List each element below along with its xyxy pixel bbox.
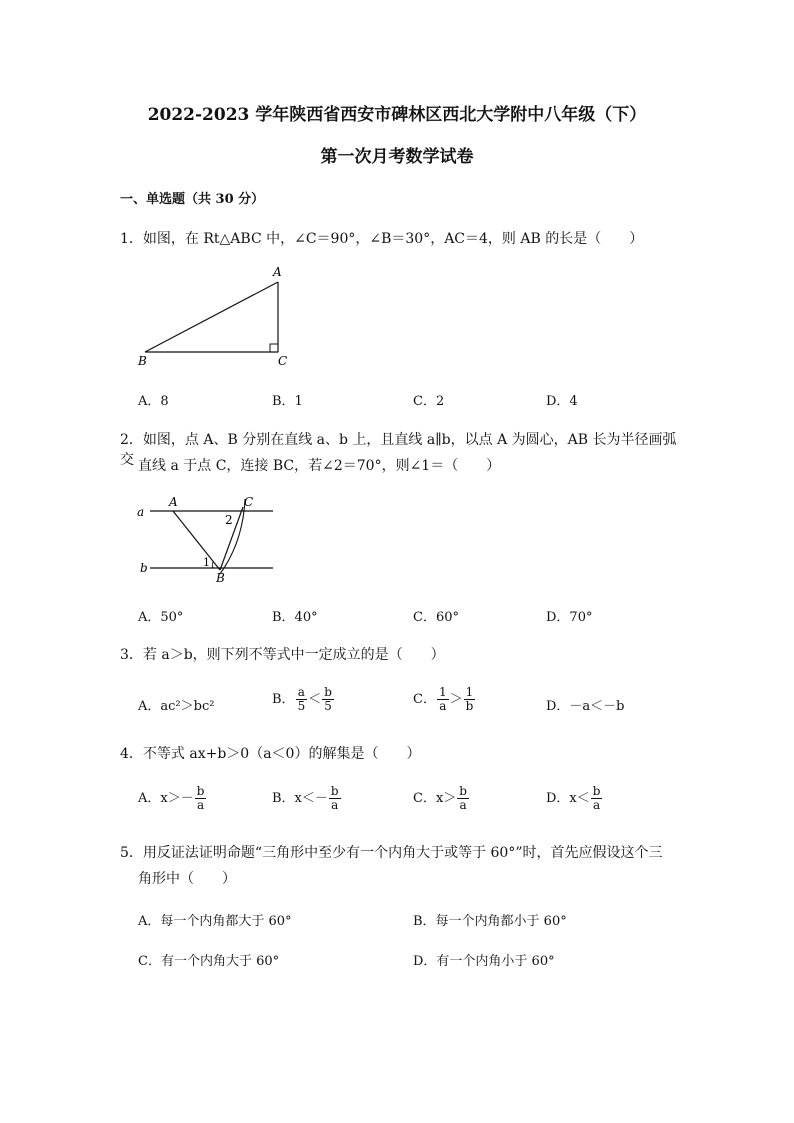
fraction-denominator: a	[331, 798, 339, 812]
q4-option-d-prefix: D．x＜	[546, 791, 590, 806]
fraction-denominator: a	[459, 798, 467, 812]
right-angle-mark	[270, 344, 278, 352]
angle-label-1: 1	[203, 556, 210, 569]
vertex-label-a: A	[273, 265, 282, 279]
q4-option-b[interactable]	[272, 785, 342, 812]
question-5-text-line2: 角形中（ ）	[138, 871, 236, 887]
q1-option-b[interactable]: B．1	[272, 394, 303, 409]
q5-option-b[interactable]: B．每一个内角都小于 60°	[413, 914, 567, 929]
vertex-label-b: B	[138, 354, 147, 368]
fraction-denominator: a	[439, 699, 447, 713]
question-2-text-line2: 直线 a 于点 C，连接 BC，若∠2＝70°，则∠1＝（ ）	[138, 458, 501, 474]
q3-option-b[interactable]	[272, 686, 335, 713]
point-label-c: C	[244, 495, 254, 509]
question-4-text: 4．不等式 ax+b＞0（a＜0）的解集是（ ）	[120, 746, 421, 762]
fraction-denominator: a	[593, 798, 601, 812]
fraction-a-over-5	[296, 686, 308, 713]
question-2-text-line1: 2．如图，点 A、B 分别在直线 a、b 上，且直线 a∥b，以点 A 为圆心，AB 长为半径画弧交	[120, 432, 677, 468]
q3-option-a[interactable]: A．ac²＞bc²	[138, 699, 215, 714]
fraction-numerator: b	[592, 784, 601, 798]
fraction-denominator: a	[197, 798, 205, 812]
fraction-numerator: b	[459, 784, 467, 798]
fraction-b-over-a	[591, 785, 603, 812]
q3-option-c[interactable]	[413, 686, 476, 713]
segment-ab	[173, 511, 220, 570]
q1-option-d[interactable]: D．4	[546, 394, 578, 409]
question-5-text-line1: 5．用反证法证明命题“三角形中至少有一个内角大于或等于 60°”时，首先应假设这个三	[120, 845, 663, 861]
less-than-sign: ＜	[308, 692, 322, 707]
line-label-a: a	[137, 505, 145, 519]
exam-title-line1: 2022-2023 学年陕西省西安市碑林区西北大学附中八年级（下）	[147, 105, 647, 125]
q5-option-c[interactable]: C．有一个内角大于 60°	[138, 954, 280, 969]
q4-option-a-prefix: A．x＞－	[138, 791, 194, 806]
fraction-numerator: a	[296, 686, 308, 700]
q1-option-a[interactable]: A．8	[138, 394, 169, 409]
point-label-b: B	[216, 571, 225, 584]
vertex-label-c: C	[278, 354, 288, 368]
question-1-text: 1．如图，在 Rt△ABC 中，∠C＝90°，∠B＝30°，AC＝4，则 AB 的长是（ ）	[120, 231, 644, 247]
fraction-1-over-b	[464, 686, 476, 713]
q3-option-c-prefix: C．	[413, 692, 436, 707]
q2-option-d[interactable]: D．70°	[546, 610, 593, 625]
question-1-figure	[130, 262, 300, 370]
fraction-numerator: b	[196, 784, 205, 798]
fraction-b-over-5	[322, 686, 334, 713]
fraction-denominator: 5	[324, 699, 332, 713]
fraction-b-over-a	[195, 785, 207, 812]
fraction-numerator: b	[324, 685, 332, 699]
q2-option-b[interactable]: B．40°	[272, 610, 318, 625]
section-heading: 一、单选题（共 30 分）	[120, 192, 265, 207]
fraction-denominator: b	[465, 699, 474, 713]
q1-option-c[interactable]: C．2	[413, 394, 445, 409]
q4-option-b-prefix: B．x＜－	[272, 791, 328, 806]
q3-option-d[interactable]: D．－a＜－b	[546, 699, 625, 714]
q5-option-a[interactable]: A．每一个内角都大于 60°	[138, 914, 292, 929]
exam-title-line2: 第一次月考数学试卷	[320, 147, 474, 167]
q4-option-c-prefix: C．x＞	[413, 791, 457, 806]
q4-option-a[interactable]	[138, 785, 207, 812]
fraction-numerator: 1	[464, 686, 476, 700]
q2-option-c[interactable]: C．60°	[413, 610, 459, 625]
fraction-1-over-a	[437, 686, 449, 713]
fraction-numerator: 1	[438, 685, 447, 699]
fraction-numerator: b	[330, 784, 339, 798]
fraction-b-over-a	[457, 785, 469, 812]
fraction-b-over-a	[329, 785, 341, 812]
q4-option-c[interactable]	[413, 785, 470, 812]
q3-option-b-prefix: B．	[272, 692, 295, 707]
angle-label-2: 2	[225, 513, 233, 527]
triangle-side-ba	[145, 282, 278, 352]
fraction-denominator: 5	[297, 699, 306, 713]
question-2-figure	[135, 492, 280, 584]
q2-option-a[interactable]: A．50°	[138, 610, 184, 625]
line-label-b: b	[140, 561, 148, 575]
q5-option-d[interactable]: D．有一个内角小于 60°	[413, 954, 555, 969]
question-3-text: 3．若 a＞b，则下列不等式中一定成立的是（ ）	[120, 647, 445, 663]
point-label-a: A	[169, 495, 178, 509]
q4-option-d[interactable]	[546, 785, 603, 812]
greater-than-sign: ＞	[449, 692, 463, 707]
